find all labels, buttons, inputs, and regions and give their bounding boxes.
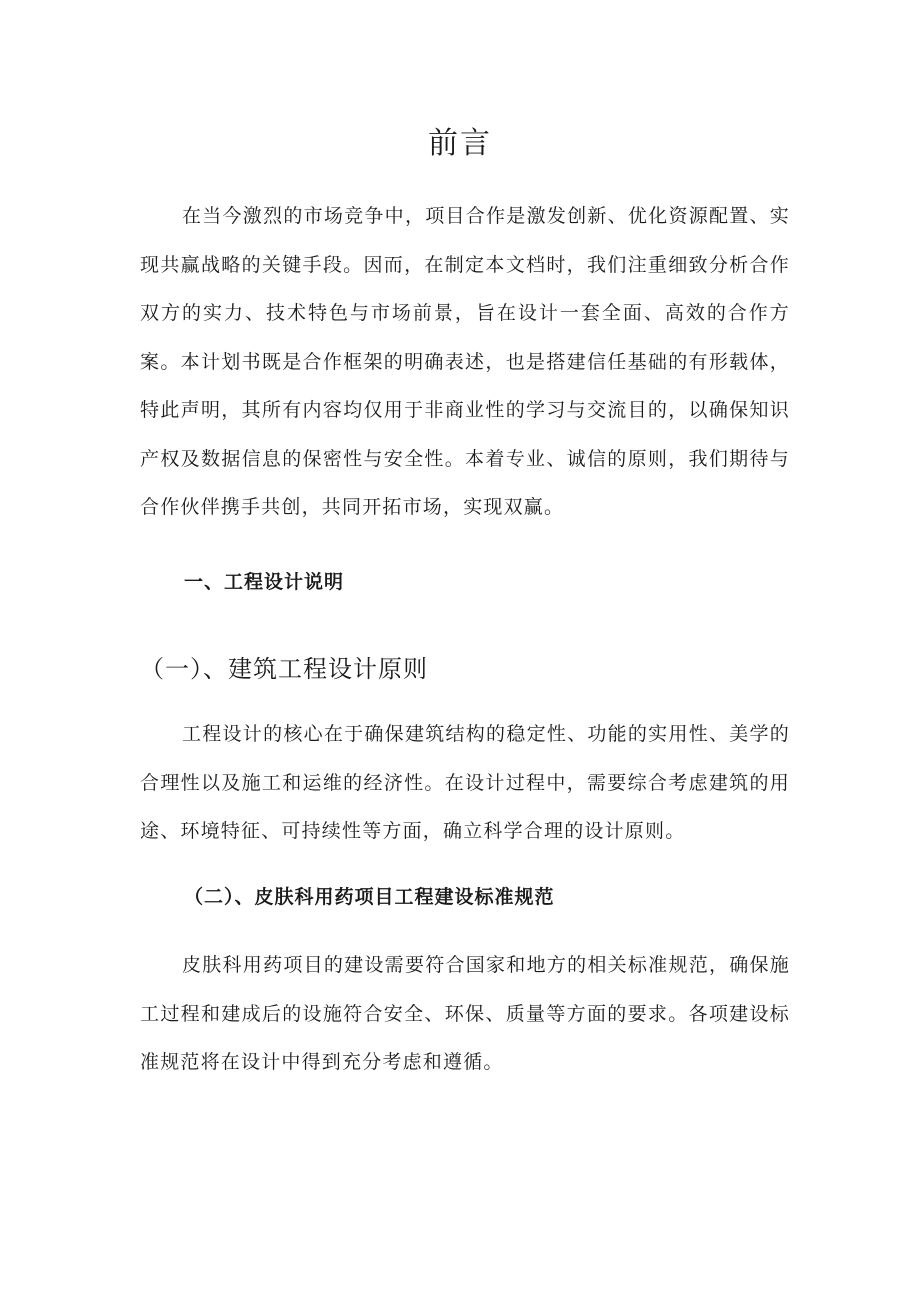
subsection-heading-design-principles: （一）、建筑工程设计原则 bbox=[140, 655, 428, 683]
page-title: 前言 bbox=[428, 126, 492, 161]
intro-paragraph: 在当今激烈的市场竞争中，项目合作是激发创新、优化资源配置、实现共赢战略的关键手段。因而，在制定本文档时，我们注重细致分析合作双方的实力、技术特色与市场前景，旨在设计一套全面、高效的合作方案。本计划书既是合作框架的明确表述，也是搭建信任基础的有形载体，特此声明，其所有内容均仅用于非商业性的学习与交流目的，以确保知识产权及数据信息的保密性与安全性。本着专业、诚信的原则，我们期待与合作伙伴携手共创，共同开拓市场，实现双赢。 bbox=[140, 205, 790, 518]
subsection-heading-construction-standards: （二）、皮肤科用药项目工程建设标准规范 bbox=[184, 886, 555, 908]
design-principles-paragraph: 工程设计的核心在于确保建筑结构的稳定性、功能的实用性、美学的合理性以及施工和运维的经济性。在设计过程中，需要综合考虑建筑的用途、环境特征、可持续性等方面，确立科学合理的设计原则。 bbox=[140, 723, 790, 842]
section-heading-engineering-design: 一、工程设计说明 bbox=[184, 571, 345, 593]
construction-standards-paragraph: 皮肤科用药项目的建设需要符合国家和地方的相关标准规范，确保施工过程和建成后的设施符合安全、环保、质量等方面的要求。各项建设标准规范将在设计中得到充分考虑和遵循。 bbox=[140, 954, 790, 1073]
